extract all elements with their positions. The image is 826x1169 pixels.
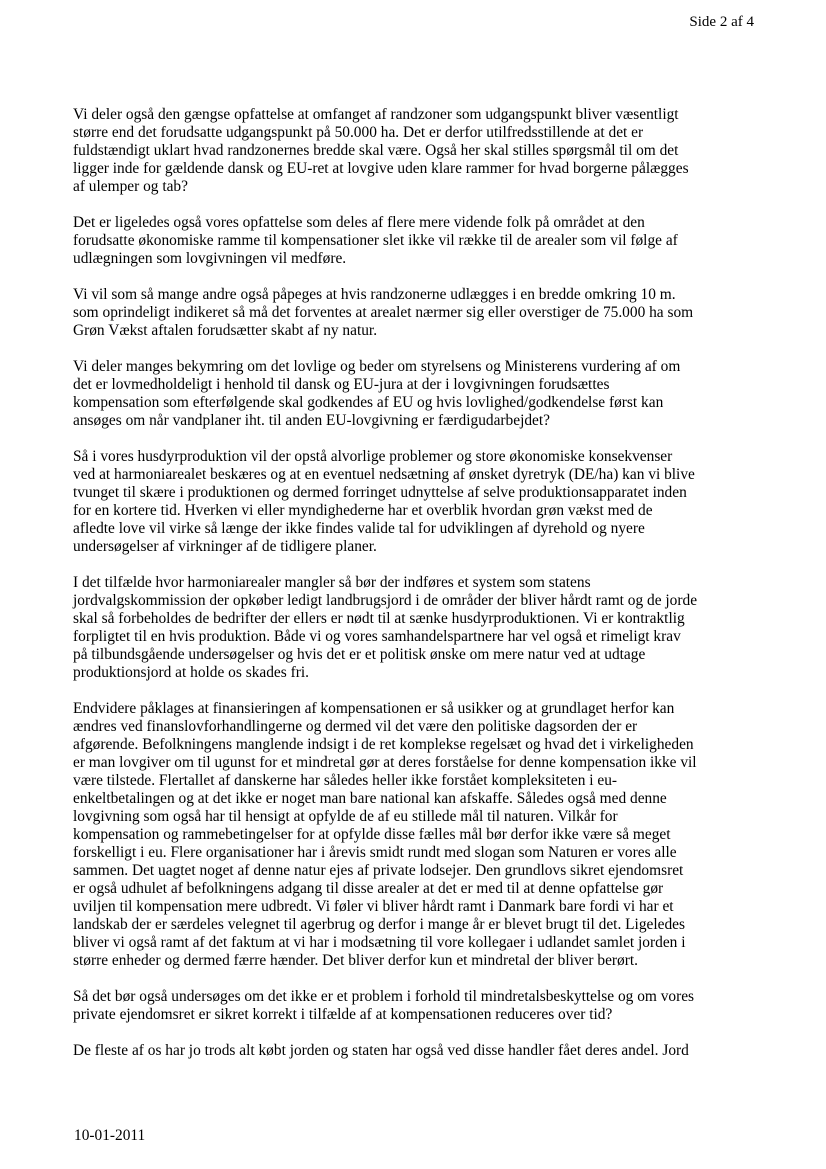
text-line: kompensation som efterfølgende skal godkendes af EU og hvis lovlighed/godkendelse først kan: [73, 394, 664, 411]
text-line: udlægningen som lovgivningen vil medføre.: [73, 250, 347, 267]
document-body: [73, 106, 765, 1078]
text-line: ved at harmoniarealet beskæres og at en eventuel nedsætning af ønsket dyretryk (DE/ha) kan vi blive: [73, 466, 695, 483]
text-line: enkeltbetalingen og at det ikke er noget man bare national kan afskaffe. Således også med denne: [73, 790, 667, 807]
paragraph: [73, 574, 765, 682]
text-line: Så i vores husdyrproduktion vil der opstå alvorlige problemer og store økonomiske konsekvenser: [73, 448, 673, 465]
paragraph: [73, 1042, 765, 1060]
text-line: uviljen til kompensation mere udbredt. Vi føler vi bliver hårdt ramt i Danmark bare fordi vi har et: [73, 898, 674, 915]
text-line: for en kortere tid. Hverken vi eller myndighederne har et overblik hvordan grøn vækst med de: [73, 502, 653, 519]
text-line: De fleste af os har jo trods alt købt jorden og staten har også ved disse handler fået deres andel. Jord: [73, 1042, 689, 1059]
paragraph: [73, 700, 765, 970]
text-line: Endvidere påklages at finansieringen af kompensationen er så usikker og at grundlaget herfor kan: [73, 700, 675, 717]
text-line: det er lovmedholdeligt i henhold til dansk og EU-jura at der i lovgivningen forudsættes: [73, 376, 610, 393]
text-line: bliver vi også ramt af det faktum at vi har i modsætning til vore kollegaer i udlandet samlet jorden i: [73, 934, 686, 951]
text-line: være tilstede. Flertallet af danskerne har således heller ikke forstået kompleksiteten i eu-: [73, 772, 618, 789]
page-number: Side 2 af 4: [689, 14, 754, 30]
paragraph: [73, 988, 765, 1024]
text-line: private ejendomsret er sikret korrekt i tilfælde af at kompensationen reduceres over tid?: [73, 1006, 613, 1023]
paragraph: [73, 214, 765, 268]
text-line: Det er ligeledes også vores opfattelse som deles af flere mere vidende folk på området at den: [73, 214, 645, 231]
text-line: forpligtet til en hvis produktion. Både vi og vores samhandelspartnere har vel også et rimeligt krav: [73, 628, 681, 645]
text-line: ændres ved finanslovforhandlingerne og dermed vil det være den politiske dagsorden der er: [73, 718, 638, 735]
text-line: er man lovgiver om til ugunst for et mindretal gør at deres forståelse for denne kompensation ikke vil: [73, 754, 697, 771]
paragraph: [73, 286, 765, 340]
text-line: Så det bør også undersøges om det ikke er et problem i forhold til mindretalsbeskyttelse og om vores: [73, 988, 695, 1005]
text-line: fuldstændigt uklart hvad randzonernes bredde skal være. Også her skal stilles spørgsmål til om det: [73, 142, 679, 159]
text-line: forudsatte økonomiske ramme til kompensationer slet ikke vil række til de arealer som vil følge af: [73, 232, 678, 249]
text-line: Vi vil som så mange andre også påpeges at hvis randzonerne udlægges i en bredde omkring 10 m.: [73, 286, 676, 303]
text-line: jordvalgskommission der opkøber ledigt landbrugsjord i de områder der bliver hårdt ramt og de jorde: [73, 592, 698, 609]
text-line: er også udhulet af befolkningens adgang til disse arealer at det er med til at denne opfattelse gør: [73, 880, 664, 897]
text-line: I det tilfælde hvor harmoniarealer mangler så bør der indføres et system som statens: [73, 574, 591, 591]
text-line: undersøgelser af virkninger af de tidligere planer.: [73, 538, 377, 555]
paragraph: [73, 448, 765, 556]
text-line: på tilbundsgående undersøgelser og hvis det er et politisk ønske om mere natur ved at udtage: [73, 646, 646, 663]
text-line: kompensation og rammebetingelser for at opfylde disse fælles mål bør derfor ikke være så meget: [73, 826, 671, 843]
text-line: større end det forudsatte udgangspunkt på 50.000 ha. Det er derfor utilfredsstillende at det er: [73, 124, 644, 141]
footer-date: 10-01-2011: [74, 1127, 146, 1144]
text-line: sammen. Det uagtet noget af denne natur ejes af private lodsejer. Den grundlovs sikret ejendomsret: [73, 862, 684, 879]
text-line: afledte love vil virke så længe der ikke findes valide tal for udviklingen af dyrehold og nyere: [73, 520, 645, 537]
text-line: Vi deler også den gængse opfattelse at omfanget af randzoner som udgangspunkt bliver væsentligt: [73, 106, 679, 123]
text-line: større enheder og dermed færre hænder. Det bliver derfor kun et mindretal der bliver berørt.: [73, 952, 638, 969]
text-line: forskelligt i eu. Flere organisationer har i årevis smidt rundt med slogan som Naturen er vores alle: [73, 844, 677, 861]
text-line: ansøges om når vandplaner iht. til anden EU-lovgivning er færdigudarbejdet?: [73, 412, 550, 429]
text-line: afgørende. Befolkningens manglende indsigt i de ret komplekse regelsæt og hvad det i virkeligheden: [73, 736, 694, 753]
text-line: som oprindeligt indikeret så må det forventes at arealet nærmer sig eller overstiger de 75.000 ha som: [73, 304, 694, 321]
text-line: landskab der er særdeles velegnet til agerbrug og derfor i mange år er blevet brugt til det. Ligeledes: [73, 916, 685, 933]
text-line: Vi deler manges bekymring om det lovlige og beder om styrelsens og Ministerens vurdering af om: [73, 358, 681, 375]
text-line: tvunget til skære i produktionen og dermed forringet udnyttelse af selve produktionsapparatet inden: [73, 484, 687, 501]
text-line: lovgivning som også har til hensigt at opfylde de af eu stillede mål til naturen. Vilkår for: [73, 808, 618, 825]
paragraph: [73, 358, 765, 430]
text-line: Grøn Vækst aftalen forudsætter skabt af ny natur.: [73, 322, 378, 339]
paragraph: [73, 106, 765, 196]
text-line: ligger inde for gældende dansk og EU-ret at lovgive uden klare rammer for hvad borgerne pålægges: [73, 160, 689, 177]
text-line: produktionsjord at holde os skades fri.: [73, 664, 309, 681]
text-line: skal så forbeholdes de bedrifter der ellers er nødt til at sænke husdyrproduktionen. Vi er kontraktlig: [73, 610, 685, 627]
text-line: af ulemper og tab?: [73, 178, 188, 195]
